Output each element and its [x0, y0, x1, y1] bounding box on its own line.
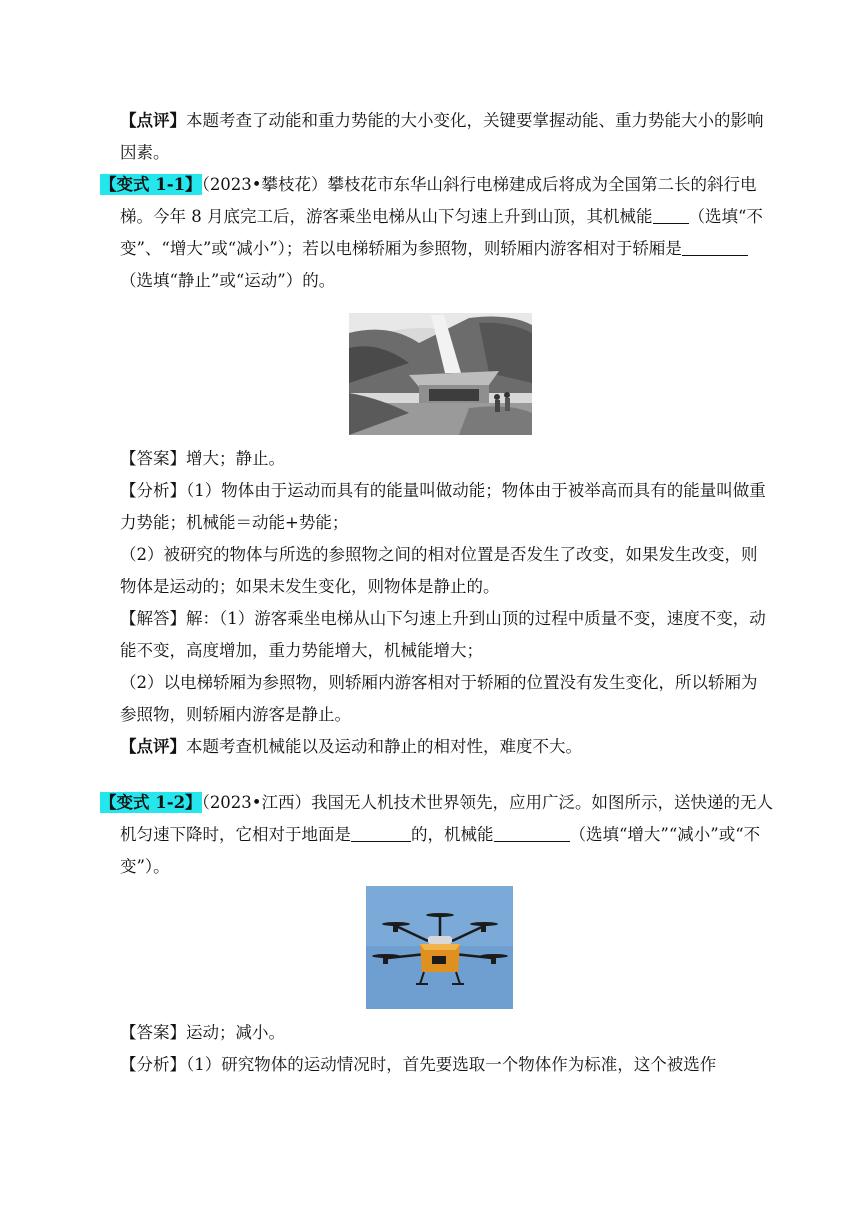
comment-label: 【点评】: [120, 111, 186, 130]
answer-blank-2: [682, 237, 748, 256]
solution-point-1: 解：（1）游客乘坐电梯从山下匀速上升到山顶的过程中质量不变，速度不变，动能不变，高度增加，重力势能增大，机械能增大；: [120, 609, 766, 660]
drone-photo: [366, 886, 513, 1009]
analysis-point-1: （1）物体由于运动而具有的能量叫做动能；物体由于被举高而具有的能量叫做重力势能；机械能＝动能+势能；: [120, 481, 766, 532]
analysis-1-2: [108, 1049, 770, 1081]
analysis-1-1-part2: [108, 539, 770, 603]
question-text-c: （选填“静止”或“运动”）的。: [120, 271, 336, 290]
analysis-text: （1）研究物体的运动情况时，首先要选取一个物体作为标准，这个被选作: [186, 1055, 717, 1074]
answer-text: 增大；静止。: [186, 449, 285, 468]
question-text-c: （选填“增大”“减小”或“不变”）。: [120, 825, 761, 876]
solution-label: 【解答】: [120, 609, 186, 628]
question-text-a: （2023•江西）我国无人机技术世界领先，应用广泛。如图所示，送快递的无人机匀速下降时，它相对于地面是: [120, 793, 774, 844]
question-text-b: （选填“不变”、“增大”或“减小”）；若以电梯轿厢为参照物，则轿厢内游客相对于轿厢是: [120, 207, 763, 258]
variant-label: 【变式 1-1】: [100, 175, 202, 194]
comment-2: [108, 731, 770, 763]
variant-label: 【变式 1-2】: [100, 793, 202, 812]
answer-label: 【答案】: [120, 449, 186, 468]
answer-blank-2: [494, 823, 570, 842]
analysis-point-2: （2）被研究的物体与所选的参照物之间的相对位置是否发生了改变，如果发生改变，则物体是运动的；如果未发生变化，则物体是静止的。: [120, 545, 758, 596]
variant-1-2: [100, 787, 778, 883]
solution-1-1: [108, 603, 770, 667]
answer-blank-1: [653, 205, 689, 224]
answer-text: 运动；减小。: [186, 1023, 285, 1042]
comment-text: 本题考查了动能和重力势能的大小变化，关键要掌握动能、重力势能大小的影响因素。: [120, 111, 764, 162]
analysis-1-1: [108, 475, 770, 539]
variant-1-1: [100, 169, 778, 297]
analysis-label: 【分析】: [120, 1055, 186, 1074]
escalator-scene-icon: [349, 313, 532, 435]
delivery-drone-icon: [366, 886, 513, 1009]
comment-1: [108, 105, 770, 169]
analysis-label: 【分析】: [120, 481, 186, 500]
question-text-a: （2023•攀枝花）攀枝花市东华山斜行电梯建成后将成为全国第二长的斜行电梯。今年 8 月底完工后，游客乘坐电梯从山下匀速上升到山顶，其机械能: [120, 175, 757, 226]
answer-1-2: [108, 1017, 770, 1049]
comment-text: 本题考查机械能以及运动和静止的相对性，难度不大。: [186, 737, 582, 756]
solution-point-2: （2）以电梯轿厢为参照物，则轿厢内游客相对于轿厢的位置没有发生变化，所以轿厢为参照物，则轿厢内游客是静止。: [120, 673, 758, 724]
solution-1-1-part2: [108, 667, 770, 731]
answer-label: 【答案】: [120, 1023, 186, 1042]
comment-label: 【点评】: [120, 737, 186, 756]
question-text-b: 的，机械能: [411, 825, 494, 844]
answer-blank-1: [351, 823, 411, 842]
answer-1-1: [108, 443, 770, 475]
escalator-photo: [349, 313, 532, 435]
